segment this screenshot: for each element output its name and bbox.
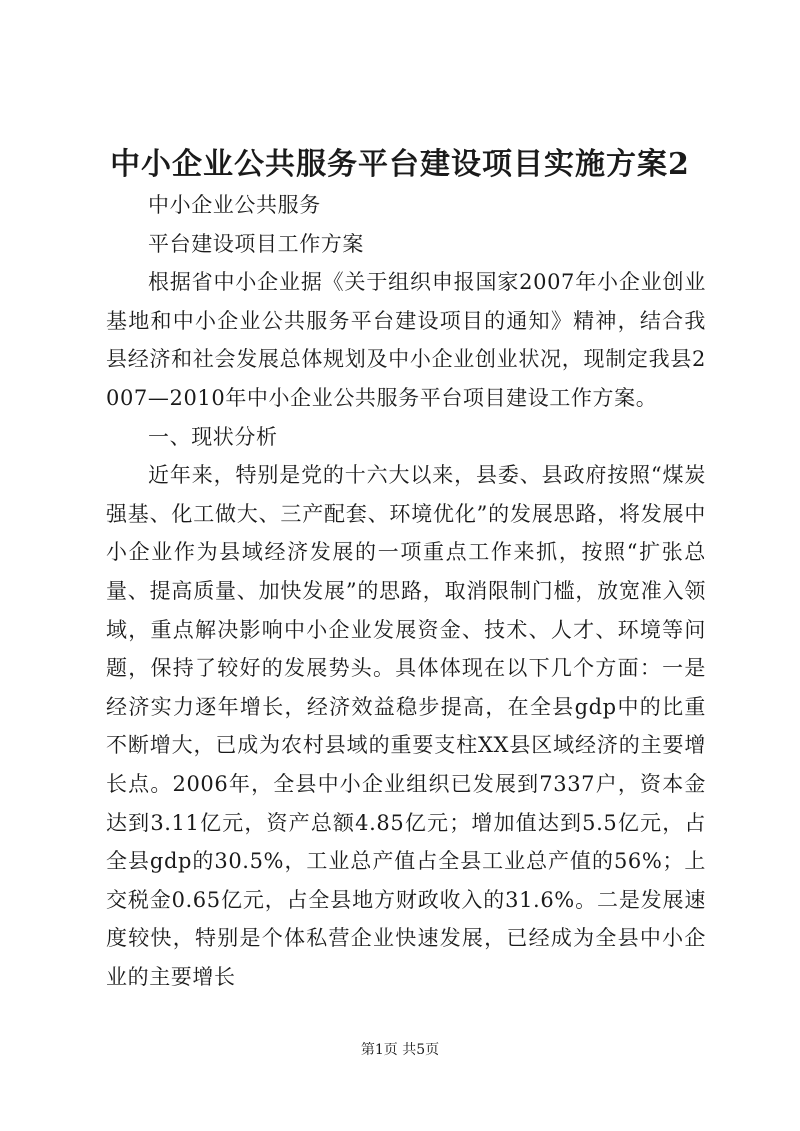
- page-footer: 第1页 共5页: [360, 1042, 440, 1058]
- paragraph-heading-2: 平台建设项目工作方案: [148, 231, 364, 256]
- document-title: 中小企业公共服务平台建设项目实施方案2: [110, 147, 690, 182]
- paragraph-heading-1: 中小企业公共服务: [148, 193, 321, 217]
- paragraph-status-analysis: 近年来，特别是党的十六大以来，县委、县政府按照“煤炭强基、化工做大、三产配套、环境优化”的发展思路，将发展中小企业作为县域经济发展的一项重点工作来抓，按照“扩张总量、提高质量、加快发展”的思路，取消限制门槛，放宽准入领域，重点解决影响中小企业发展资金、技术、人才、环境等问题，保持了较好的发展势头。具体体现在以下几个方面：一是经济实力逐年增长，经济效益稳步提高，在全县gdp中的比重不断增大，已成为农村县域的重要支柱XX县区域经济的主要增长点。2006年，全县中小企业组织已发展到7337户，资本金达到3.11亿元，资产总额4.85亿元；增加值达到5.5亿元，占全县gdp的30.5%，工业总产值占全县工业总产值的56%；上交税金0.65亿元，占全县地方财政收入的31.6%。二是发展速度较快，特别是个体私营企业快速发展，已经成为全县中小企业的主要增长: [106, 463, 706, 989]
- paragraph-intro: 根据省中小企业据《关于组织申报国家2007年小企业创业基地和中小企业公共服务平台建设项目的通知》精神，结合我县经济和社会发展总体规划及中小企业创业状况，现制定我县2007—2010年中小企业公共服务平台项目建设工作方案。: [106, 270, 706, 410]
- section-heading-status: 一、现状分析: [148, 424, 278, 449]
- document-body: [106, 186, 706, 996]
